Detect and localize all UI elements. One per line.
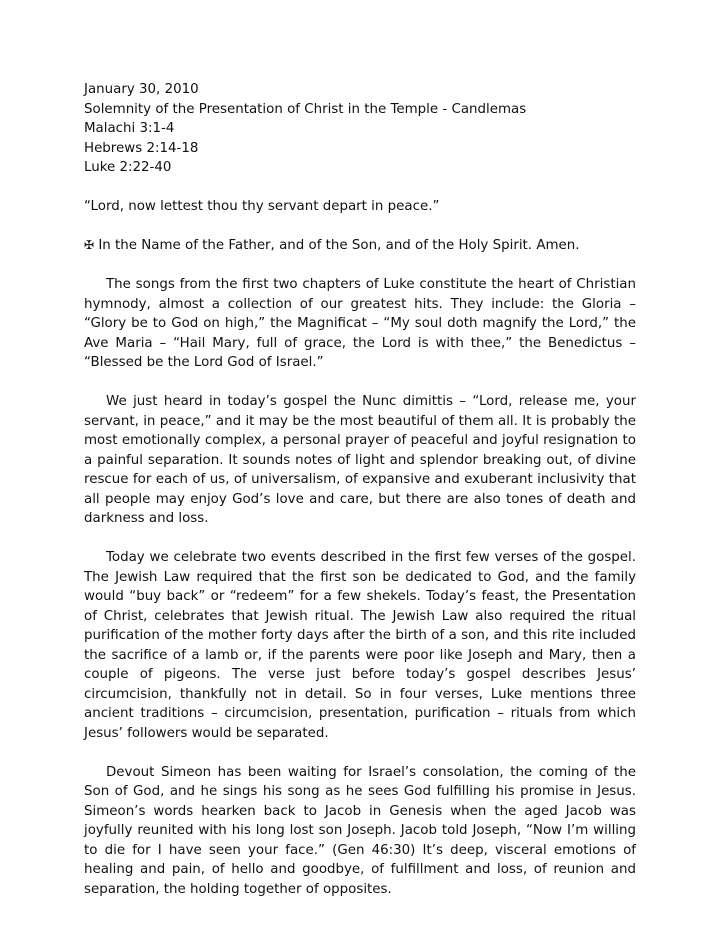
spacer	[84, 373, 636, 393]
spacer	[84, 217, 636, 237]
paragraph-hymnody: The songs from the first two chapters of Luke constitute the heart of Christian hymnody, almost a collection of our greatest hits. They include: the Gloria – “Glory be to God on high,” the Magnificat – “My soul doth magnify the Lord,” the Ave Maria – “Hail Mary, full of grace, the Lord is with thee,” the Benedictus – “Blessed be the Lord God of Israel.”	[84, 277, 636, 370]
spacer	[84, 256, 636, 276]
cross-icon: ✠	[84, 238, 95, 252]
reading-hebrews: Hebrews 2:14-18	[84, 140, 199, 156]
spacer	[84, 743, 636, 763]
sermon-page	[84, 80, 636, 899]
paragraph-nunc-dimittis: We just heard in today’s gospel the Nunc dimittis – “Lord, release me, your servant, in peace,” and it may be the most beautiful of them all. It is probably the most emotionally complex, a personal prayer of peaceful and joyful resignation to a painful separation. It sounds notes of light and splendor breaking out, of divine rescue for each of us, of universalism, of expansive and exuberant inclusivity that all people may enjoy God’s love and care, but there are also tones of death and darkness and loss.	[84, 394, 636, 526]
spacer	[84, 178, 636, 198]
paragraph-simeon: Devout Simeon has been waiting for Israel’s consolation, the coming of the Son of God, and he sings his song as he sees God fulfilling his promise in Jesus. Simeon’s words hearken back to Jacob in Genesis when the aged Jacob was joyfully reunited with his long lost son Joseph. Jacob told Joseph, “Now I’m willing to die for I have seen your face.” (Gen 46:30) It’s deep, visceral emotions of healing and pain, of hello and goodbye, of fulfillment and loss, of reunion and separation, the holding together of opposites.	[84, 764, 636, 897]
sermon-date: January 30, 2010	[84, 82, 199, 97]
invocation	[84, 236, 636, 256]
feast-title: Solemnity of the Presentation of Christ in the Temple - Candlemas	[84, 101, 527, 117]
reading-malachi: Malachi 3:1-4	[84, 121, 175, 136]
epigraph-quote: “Lord, now lettest thou thy servant depart in peace.”	[84, 199, 440, 214]
spacer	[84, 529, 636, 549]
paragraph-presentation: Today we celebrate two events described in the first few verses of the gospel. The Jewish Law required that the first son be dedicated to God, and the family would “buy back” or “redeem” for a few shekels. Today’s feast, the Presentation of Christ, celebrates that Jewish ritual. The Jewish Law also required the ritual purification of the mother forty days after the birth of a son, and this rite included the sacrifice of a lamb or, if the parents were poor like Joseph and Mary, then a couple of pigeons. The verse just before today’s gospel describes Jesus’ circumcision, thankfully not in detail. So in four verses, Luke mentions three ancient traditions – circumcision, presentation, purification – rituals from which Jesus’ followers would be separated.	[84, 550, 636, 741]
invocation-text: In the Name of the Father, and of the Son, and of the Holy Spirit. Amen.	[94, 238, 580, 253]
reading-luke: Luke 2:22-40	[84, 160, 172, 175]
